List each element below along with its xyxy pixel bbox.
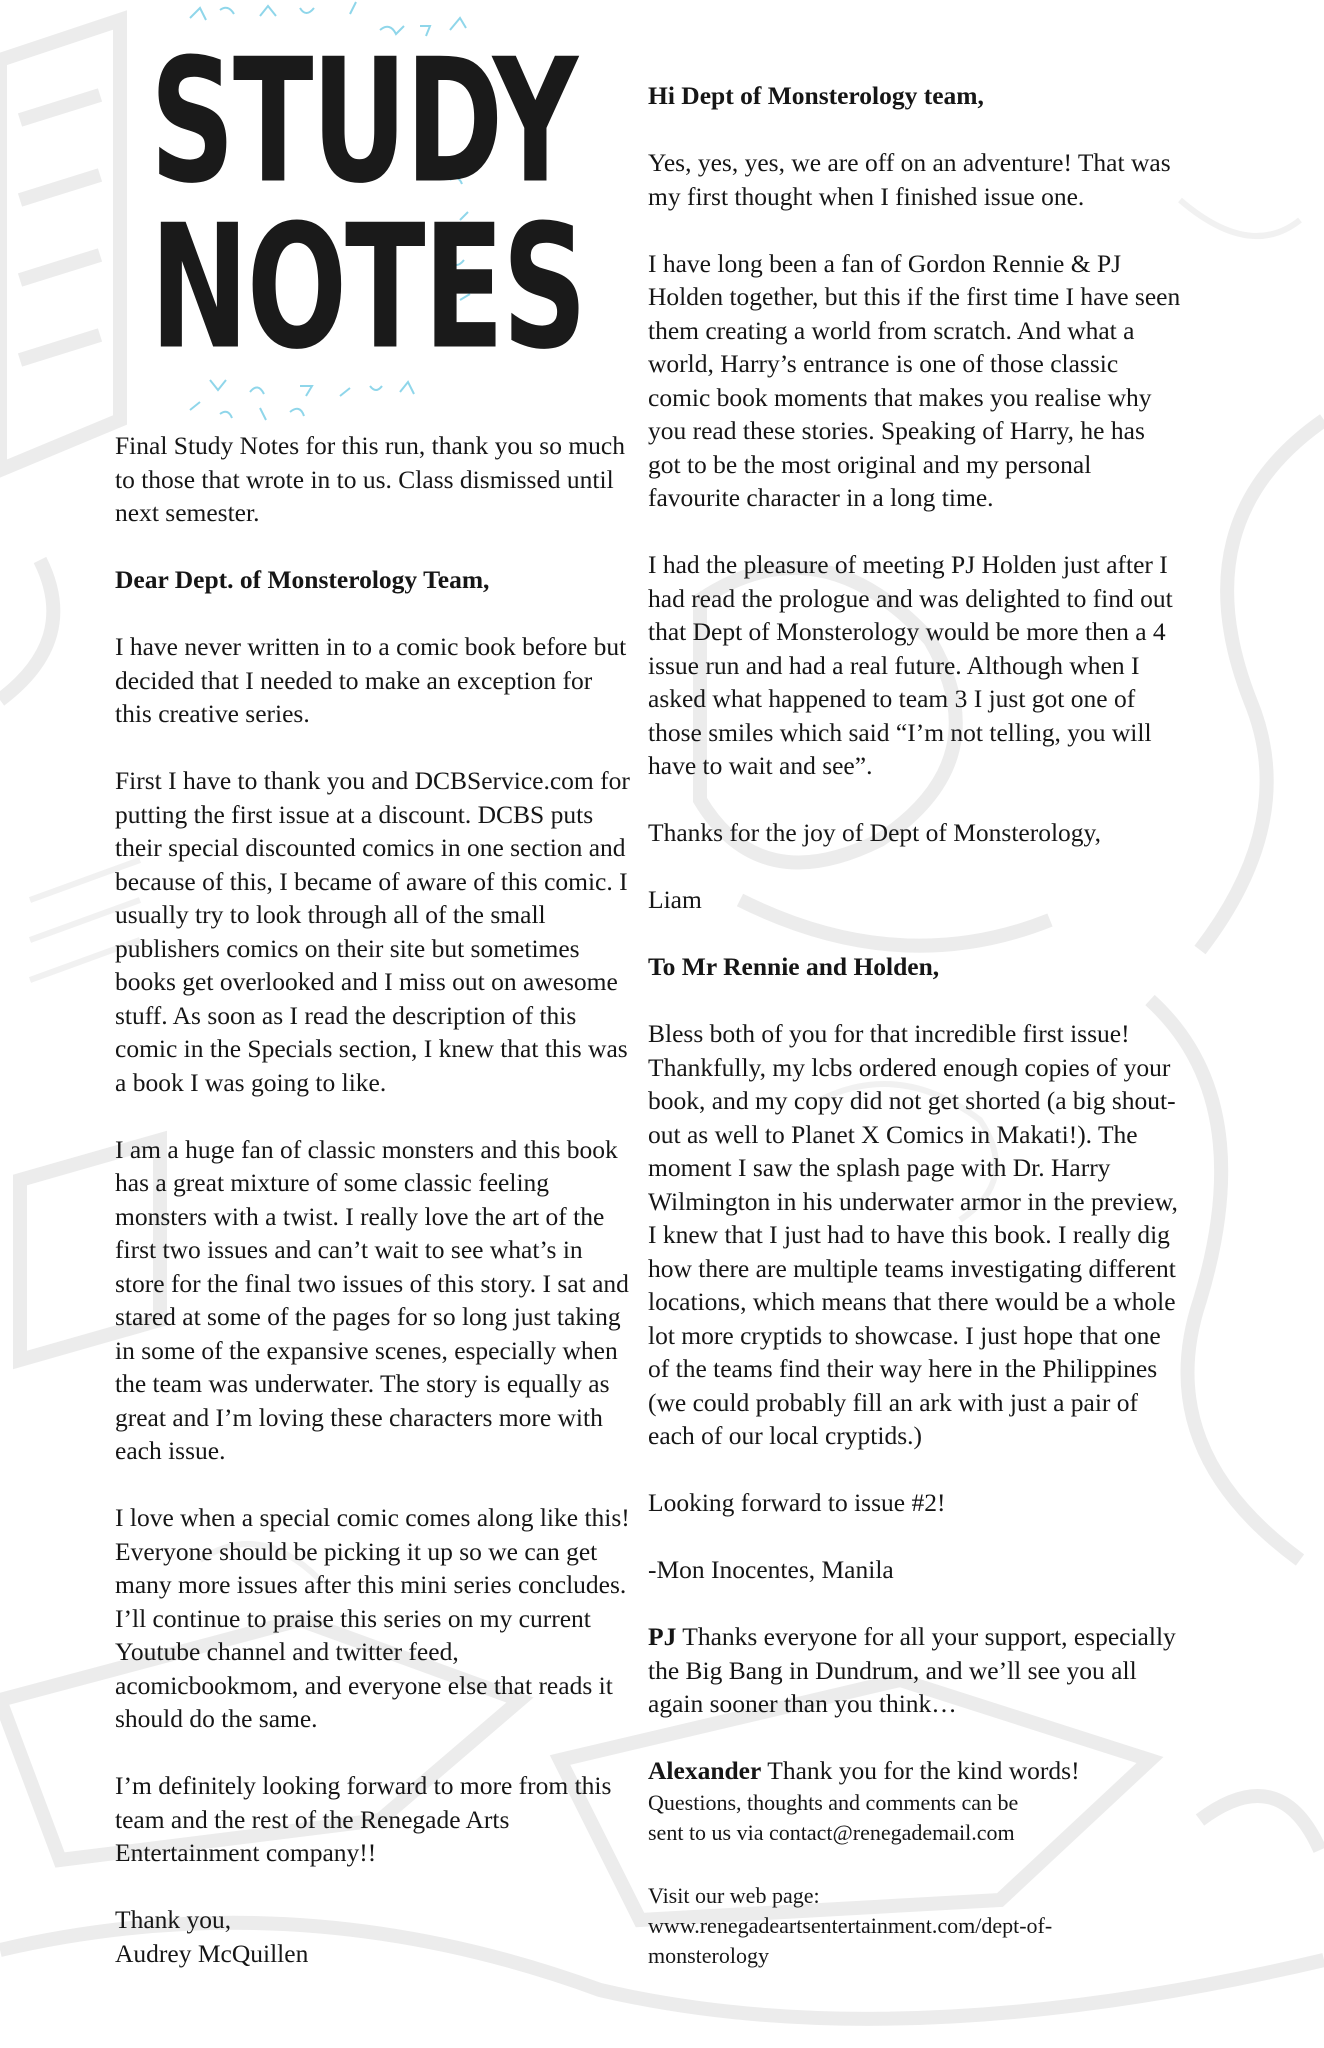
letter-paragraph: I had the pleasure of meeting PJ Holden just after I had read the prologue and was delighted to find out that Dept of Monsterology would be more then a 4 issue run and had a real future. Although when I asked what happened to team 3 I just got one of those smiles which said “I’m not telling, you will have to wait and see”. (648, 550, 1173, 780)
reply-author: PJ (648, 1622, 677, 1651)
letter-paragraph: I love when a special comic comes along like this! Everyone should be picking it up so we can get many more issues after this mini series concludes. I’ll continue to praise this series on my current Youtube channel and twitter feed, acomicbookmom, and everyone else that reads it should do the same. (115, 1503, 630, 1733)
logo-notes-word: NOTES (150, 186, 586, 388)
letter-signature: -Mon Inocentes, Manila (648, 1555, 894, 1584)
letter-salutation: To Mr Rennie and Holden, (648, 952, 940, 981)
letter-paragraph: Thanks for the joy of Dept of Monsterology, (648, 818, 1102, 847)
reply-author: Alexander (648, 1756, 762, 1785)
reply-text: Thank you for the kind words! (761, 1756, 1080, 1785)
right-column (648, 79, 1183, 1971)
website-url-cont: monsterology (648, 1943, 769, 1968)
letter-paragraph: First I have to thank you and DCBService.com for putting the first issue at a discount. DCBS puts their special discounted comics in one section and because of this, I became of aware of this comic. I usually try to look through all of the small publishers comics on their site but sometimes books get overlooked and I miss out on awesome stuff. As soon as I read the description of this comic in the Specials section, I knew that this was a book I was going to like. (115, 766, 630, 1097)
reply-pj (648, 1620, 1183, 1721)
letter-paragraph: Bless both of you for that incredible first issue! Thankfully, my lcbs ordered enough copies of your book, and my copy did not get shorted (a big shout-out as well to Planet X Comics in Makati!). The moment I saw the splash page with Dr. Harry Wilmington in his underwater armor in the preview, I knew that I just had to have this book. I really dig how there are multiple teams investigating different locations, which means that there would be a whole lot more cryptids to showcase. I just hope that one of the teams find their way here in the Philippines (we could probably fill an ark with just a pair of each of our local cryptids.) (648, 1019, 1178, 1450)
contact-line: Questions, thoughts and comments can be (648, 1789, 1019, 1815)
letter-paragraph: I am a huge fan of classic monsters and this book has a great mixture of some classic feeling monsters with a twist. I really love the art of the first two issues and can’t wait to see what’s in store for the final two issues of this story. I sat and stared at some of the pages for so long just taking in some of the expansive scenes, especially when the team was underwater. The story is equally as great and I’m loving these characters more with each issue. (115, 1134, 629, 1465)
logo-study-word: STUDY (150, 20, 577, 222)
letter-signature: Liam (648, 885, 702, 914)
letter-paragraph: Yes, yes, yes, we are off on an adventure! That was my first thought when I finished issue one. (648, 148, 1171, 211)
study-notes-logo (150, 0, 586, 430)
letter-paragraph: I have never written in to a comic book before but decided that I needed to make an exception for this creative series. (115, 632, 627, 728)
left-column (115, 429, 635, 1970)
letter-salutation: Hi Dept of Monsterology team, (648, 81, 984, 110)
letter-paragraph: I’m definitely looking forward to more from this team and the rest of the Renegade Arts Entertainment company!! (115, 1771, 612, 1867)
reply-alexander (648, 1754, 1183, 1788)
reply-text: Thanks everyone for all your support, especially the Big Bang in Dundrum, and we’ll see you all again sooner than you think… (648, 1622, 1176, 1718)
letter-salutation: Dear Dept. of Monsterology Team, (115, 565, 490, 594)
visit-label: Visit our web page: (648, 1883, 820, 1908)
letter-paragraph: Looking forward to issue #2! (648, 1488, 946, 1517)
website-url: www.renegadeartsentertainment.com/dept-of- (648, 1913, 1053, 1938)
letter-closing: Thank you, (115, 1905, 232, 1934)
letter-paragraph: I have long been a fan of Gordon Rennie & PJ Holden together, but this if the first time I have seen them creating a world from scratch. And what a world, Harry’s entrance is one of those classic comic book moments that makes you realise why you read these stories. Speaking of Harry, he has got to be the most original and my personal favourite character in a long time. (648, 248, 1181, 512)
letter-signature: Audrey McQuillen (115, 1938, 309, 1968)
contact-email-line: sent to us via contact@renegademail.com (648, 1819, 1015, 1845)
intro-paragraph: Final Study Notes for this run, thank you so much to those that wrote in to us. Class dismissed until next semester. (115, 431, 625, 527)
